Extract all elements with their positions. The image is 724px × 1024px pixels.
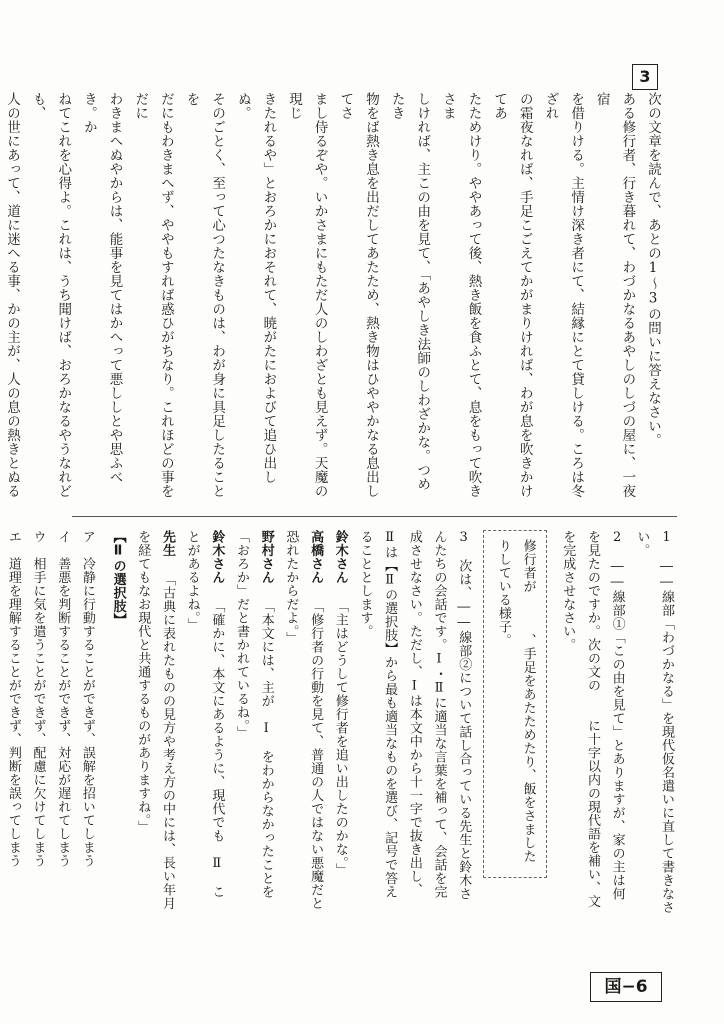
speech-text: 「確かに、本文にあるように、現代でも Ⅱ ことがあるよね。」 [184, 530, 225, 899]
option-item: ア 冷静に行動することができず、誤解を招いてしまう [79, 530, 95, 868]
options-heading: 【Ⅱの選択肢】 [110, 530, 126, 627]
speech-text: 「修行者の行動を見て、普通の人ではない悪魔だと恐れたからだよ。」 [283, 530, 324, 910]
option-item: ウ 相手に気を遣うことができず、配慮に欠けてしまう [30, 530, 46, 868]
passage-line: だにもわきまへず、ややもすれば惑ひがちなり。これほどの事をだに [132, 92, 174, 498]
option-item: イ 善悪を判断することができず、対応が遅れてしまう [55, 530, 71, 868]
speech-text: 「主はどうして修行者を追い出したのかな。」 [332, 599, 348, 877]
speaker-name: 先生 [159, 530, 175, 557]
question-3: 3 次は、――線部②について話し合っている先生と鈴木さんたちの会話です。Ⅰ・Ⅱに適当な言葉を補って、会話を完成させなさい。ただし、Ⅰは本文中から十一字で抜き出し、Ⅱは【Ⅱの選択肢】から最も適当なものを選び、記号で答えることとします。 [357, 530, 472, 901]
speaker-name: 鈴木さん [332, 530, 348, 584]
page-number-label: 国−6 [590, 972, 662, 1002]
speech-text: 「本文には、主が Ⅰ をわからなかったことを「おろか」だと書かれているね。」 [234, 530, 274, 899]
passage-line: 次の文章を読んで、あとの1〜3の問いに答えなさい。 [645, 92, 661, 447]
dialogue-line [278, 530, 327, 910]
passage-line: の霜夜なれば、手足こごえてかがまりければ、わが息を吹きかけてあ [491, 92, 533, 498]
question-number-badge: 3 [632, 64, 658, 90]
passage-line: 人の世にあって、道に迷へる事、かの主が、人の息の熱きとぬる [3, 92, 20, 498]
passage-line: ある修行者、行き暮れて、わづかなるあやしのしづの屋に、一夜宿 [593, 92, 636, 498]
dialogue-line [228, 530, 277, 910]
speaker-name: 野村さん [258, 530, 274, 584]
passage-line: を借りける。主情け深き者にて、結縁にとて貸しける。ころは冬ざれ [542, 92, 585, 498]
passage-line: きたれるや」とおろかにおそれて、暁がたにおよびて追ひ出しぬ。 [234, 92, 277, 484]
section-divider [72, 516, 677, 517]
questions-block [5, 530, 678, 930]
passage-line: ねてこれを心得よ。これは、うち聞けば、おろかなるやうなれども、 [29, 92, 72, 498]
speaker-name: 鈴木さん [209, 530, 225, 584]
question-1: 1 ――線部「わづかなる」を現代仮名遣いに直して書きなさい。 [634, 530, 674, 914]
question-2: 2 ――線部①「この由を見て」とありますが、家の主は何を見たのですか。次の文の に十字以内の現代語を補い、文を完成させなさい。 [560, 530, 625, 908]
dialogue-line [130, 530, 179, 910]
dialogue-line [327, 530, 352, 910]
passage-line: わきまへぬやからは、能事を見てはかへって悪ししとや思ふべき。か [80, 92, 123, 484]
dialogue-line [179, 530, 228, 910]
passage-line: しければ、主この由を見て、「あやしき法師のしわざかな。つめたき [388, 92, 431, 492]
answer-frame-text: 修行者が 、手足をあたためたり、飯をさましたりしている様子。 [495, 539, 536, 863]
passage-block [3, 92, 665, 502]
option-item: エ 道理を理解することができず、判断を誤ってしまう [5, 530, 21, 868]
passage-line: 物をば熱き息を出だしてあたため、熱き物はひややかなる息出してさ [337, 92, 379, 498]
passage-line: そのごとく、至って心つたなきものは、わが身に具足したることを [183, 92, 226, 498]
speaker-name: 高橋さん [308, 530, 324, 584]
passage-line: たためけり。ややあって後、熱き飯を食ふとて、息をもって吹きさま [439, 92, 482, 498]
passage-line: まし侍るぞや。いかさまにもただ人のしわざとも見えず。天魔の現じ [286, 92, 328, 498]
speech-text: 「古典に表れたものの見方や考え方の中には、長い年月を経てもなお現代と共通するものがありますね。」 [135, 530, 175, 910]
answer-frame-q2 [483, 530, 546, 878]
